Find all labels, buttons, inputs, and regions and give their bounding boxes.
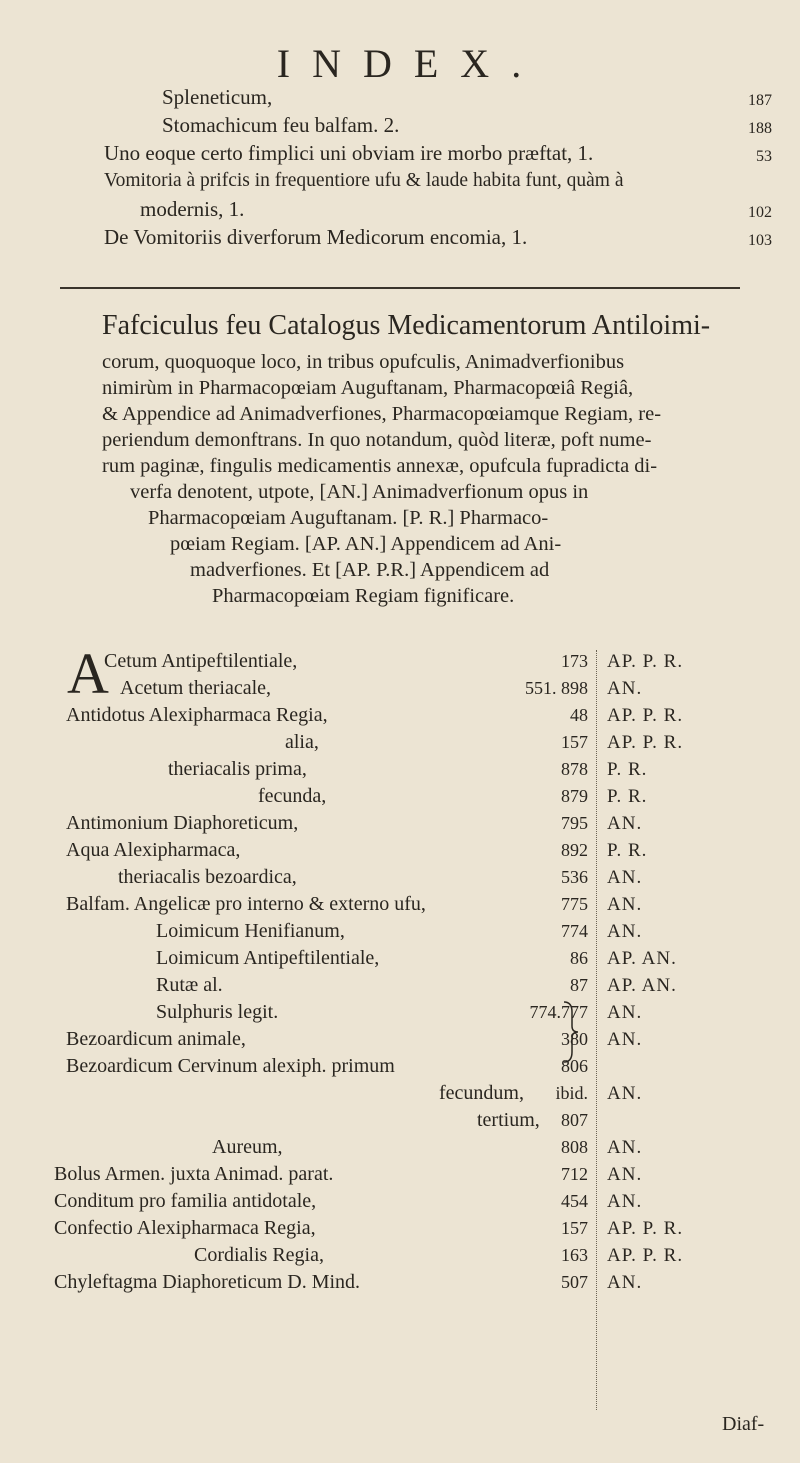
intro-line: madverfiones. Et [AP. P.R.] Appendicem ad (190, 559, 550, 581)
source-ref: AN. (607, 867, 643, 888)
catalogue-row (0, 756, 800, 783)
index-entry (0, 110, 800, 140)
entry-text: modernis, 1. (140, 197, 245, 221)
entry-page: 187 (748, 92, 772, 109)
medicament-name: Cordialis Regia, (194, 1244, 324, 1266)
page-number: 48 (570, 705, 588, 725)
medicament-name: Acetum theriacale, (120, 677, 272, 699)
page-number: 157 (561, 1218, 588, 1238)
catalogue-row (0, 918, 800, 945)
source-ref: AN. (607, 1029, 643, 1050)
medicament-name: Balfam. Angelicæ pro interno & externo ufu, (66, 893, 426, 915)
catalogue-row (0, 702, 800, 729)
medicament-name: theriacalis prima, (168, 758, 307, 780)
source-ref: P. R. (607, 759, 648, 780)
medicament-name: Antimonium Diaphoreticum, (66, 812, 299, 834)
source-ref: AN. (607, 921, 643, 942)
medicament-name: Aureum, (212, 1136, 283, 1158)
page-number: 892 (561, 840, 588, 860)
medicament-name: Cetum Antipeftilentiale, (104, 650, 298, 672)
index-entry (0, 82, 800, 112)
page-number: 454 (561, 1191, 588, 1211)
medicament-name: Bezoardicum animale, (66, 1028, 246, 1050)
source-ref: AN. (607, 1002, 643, 1023)
page-number: 507 (561, 1272, 588, 1292)
page-number: 774.777 (529, 1002, 588, 1022)
catalogue-row (0, 783, 800, 810)
medicament-name: Chyleftagma Diaphoreticum D. Mind. (54, 1271, 361, 1293)
page-number: 380 (561, 1029, 588, 1049)
page-number: 87 (570, 975, 588, 995)
page-number: 808 (561, 1137, 588, 1157)
catalogue-row (0, 1107, 800, 1134)
entry-page: 188 (748, 120, 772, 137)
catalogue-row (0, 1242, 800, 1269)
catalogue-row (0, 972, 800, 999)
medicament-name: tertium, (477, 1109, 540, 1131)
page-number: 807 (561, 1110, 588, 1130)
source-ref: AP. AN. (607, 948, 677, 969)
catalogue-row (0, 1269, 800, 1296)
intro-line: nimirùm in Pharmacopœiam Auguftanam, Pharmacopœiâ Regiâ, (102, 377, 634, 399)
intro-line: Pharmacopœiam Regiam fignificare. (212, 585, 515, 607)
entry-text: Vomitoria à prifcis in frequentiore ufu & laude habita funt, quàm à (104, 170, 624, 191)
page-number: 551. 898 (525, 678, 588, 698)
source-ref: P. R. (607, 786, 648, 807)
medicament-name: Bolus Armen. juxta Animad. parat. (54, 1163, 334, 1185)
catalogue-row (0, 675, 800, 702)
source-ref: AP. P. R. (607, 651, 684, 672)
source-ref: AP. P. R. (607, 732, 684, 753)
catchword: Diaf- (722, 1413, 765, 1435)
intro-line: Fafciculus feu Catalogus Medicamentorum Antiloimi- (102, 310, 711, 341)
catalogue-row (0, 837, 800, 864)
entry-text: Stomachicum feu balfam. 2. (162, 113, 400, 137)
entry-page: 53 (756, 148, 772, 165)
catalogue-row (0, 864, 800, 891)
medicament-name: alia, (285, 731, 319, 753)
source-ref: AN. (607, 1191, 643, 1212)
intro-line: & Appendice ad Animadverfiones, Pharmacopœiamque Regiam, re- (102, 403, 662, 425)
intro-line: periendum demonftrans. In quo notandum, quòd literæ, poft nume- (102, 429, 652, 451)
source-ref: AN. (607, 678, 643, 699)
intro-line: verfa denotent, utpote, [AN.] Animadverfionum opus in (130, 481, 589, 503)
brace-icon (560, 1000, 580, 1064)
page-number: 86 (570, 948, 588, 968)
page-number: ibid. (555, 1083, 588, 1103)
page-number: 536 (561, 867, 588, 887)
drop-cap: A (67, 641, 109, 706)
source-ref: AN. (607, 1083, 643, 1104)
index-entry (0, 194, 800, 224)
medicament-name: Sulphuris legit. (156, 1001, 279, 1023)
entry-text: Spleneticum, (162, 85, 273, 109)
entry-text: Uno eoque certo fimplici uni obviam ire morbo præftat, 1. (104, 141, 594, 165)
catalogue-row (0, 1188, 800, 1215)
catalogue-row (0, 891, 800, 918)
catalogue-row (0, 1080, 800, 1107)
medicament-name: Bezoardicum Cervinum alexiph. primum (66, 1055, 395, 1077)
page-header: INDEX. (276, 41, 544, 86)
source-ref: AP. P. R. (607, 1218, 684, 1239)
page-number: 774 (561, 921, 588, 941)
entry-text: De Vomitoriis diverforum Medicorum encomia, 1. (104, 225, 528, 249)
source-ref: AN. (607, 894, 643, 915)
medicament-name: Loimicum Antipeftilentiale, (156, 947, 380, 969)
catalogue-row (0, 729, 800, 756)
intro-line: Pharmacopœiam Auguftanam. [P. R.] Pharmaco- (148, 507, 549, 529)
source-ref: AP. P. R. (607, 705, 684, 726)
source-ref: AP. P. R. (607, 1245, 684, 1266)
page-number: 173 (561, 651, 588, 671)
source-ref: AN. (607, 1164, 643, 1185)
medicament-name: Aqua Alexipharmaca, (66, 839, 241, 861)
medicament-name: Rutæ al. (156, 974, 223, 996)
medicament-name: fecundum, (439, 1082, 524, 1104)
intro-line: corum, quoquoque loco, in tribus opufculis, Animadverfionibus (102, 351, 625, 373)
index-entry (0, 222, 800, 252)
intro-line: rum paginæ, fingulis medicamentis annexæ, opufcula fupradicta di- (102, 455, 658, 477)
page-number: 775 (561, 894, 588, 914)
medicament-name: fecunda, (258, 785, 327, 807)
catalogue-row (0, 1026, 800, 1053)
source-ref: AP. AN. (607, 975, 677, 996)
catalogue-row (0, 945, 800, 972)
medicament-name: Antidotus Alexipharmaca Regia, (66, 704, 328, 726)
index-entry (0, 166, 800, 196)
index-entry (0, 138, 800, 168)
page-number: 163 (561, 1245, 588, 1265)
source-ref: AN. (607, 1137, 643, 1158)
entry-page: 103 (748, 232, 772, 249)
catalogue-row (0, 1134, 800, 1161)
section-divider (60, 287, 740, 289)
page-number: 712 (561, 1164, 588, 1184)
medicament-name: theriacalis bezoardica, (118, 866, 297, 888)
intro-line: pœiam Regiam. [AP. AN.] Appendicem ad Ani- (170, 533, 562, 555)
catalogue-row (0, 1161, 800, 1188)
medicament-name: Conditum pro familia antidotale, (54, 1190, 317, 1212)
medicament-name: Confectio Alexipharmaca Regia, (54, 1217, 316, 1239)
catalogue-row (0, 1215, 800, 1242)
source-ref: AN. (607, 813, 643, 834)
page-number: 878 (561, 759, 588, 779)
entry-page: 102 (748, 204, 772, 221)
source-ref: AN. (607, 1272, 643, 1293)
page-number: 879 (561, 786, 588, 806)
medicament-name: Loimicum Henifianum, (156, 920, 345, 942)
catalogue-row (0, 648, 800, 675)
page-number: 795 (561, 813, 588, 833)
catalogue-row (0, 999, 800, 1026)
catalogue-row (0, 810, 800, 837)
catalogue-row (0, 1053, 800, 1080)
page-number: 806 (561, 1056, 588, 1076)
page-number: 157 (561, 732, 588, 752)
source-ref: P. R. (607, 840, 648, 861)
